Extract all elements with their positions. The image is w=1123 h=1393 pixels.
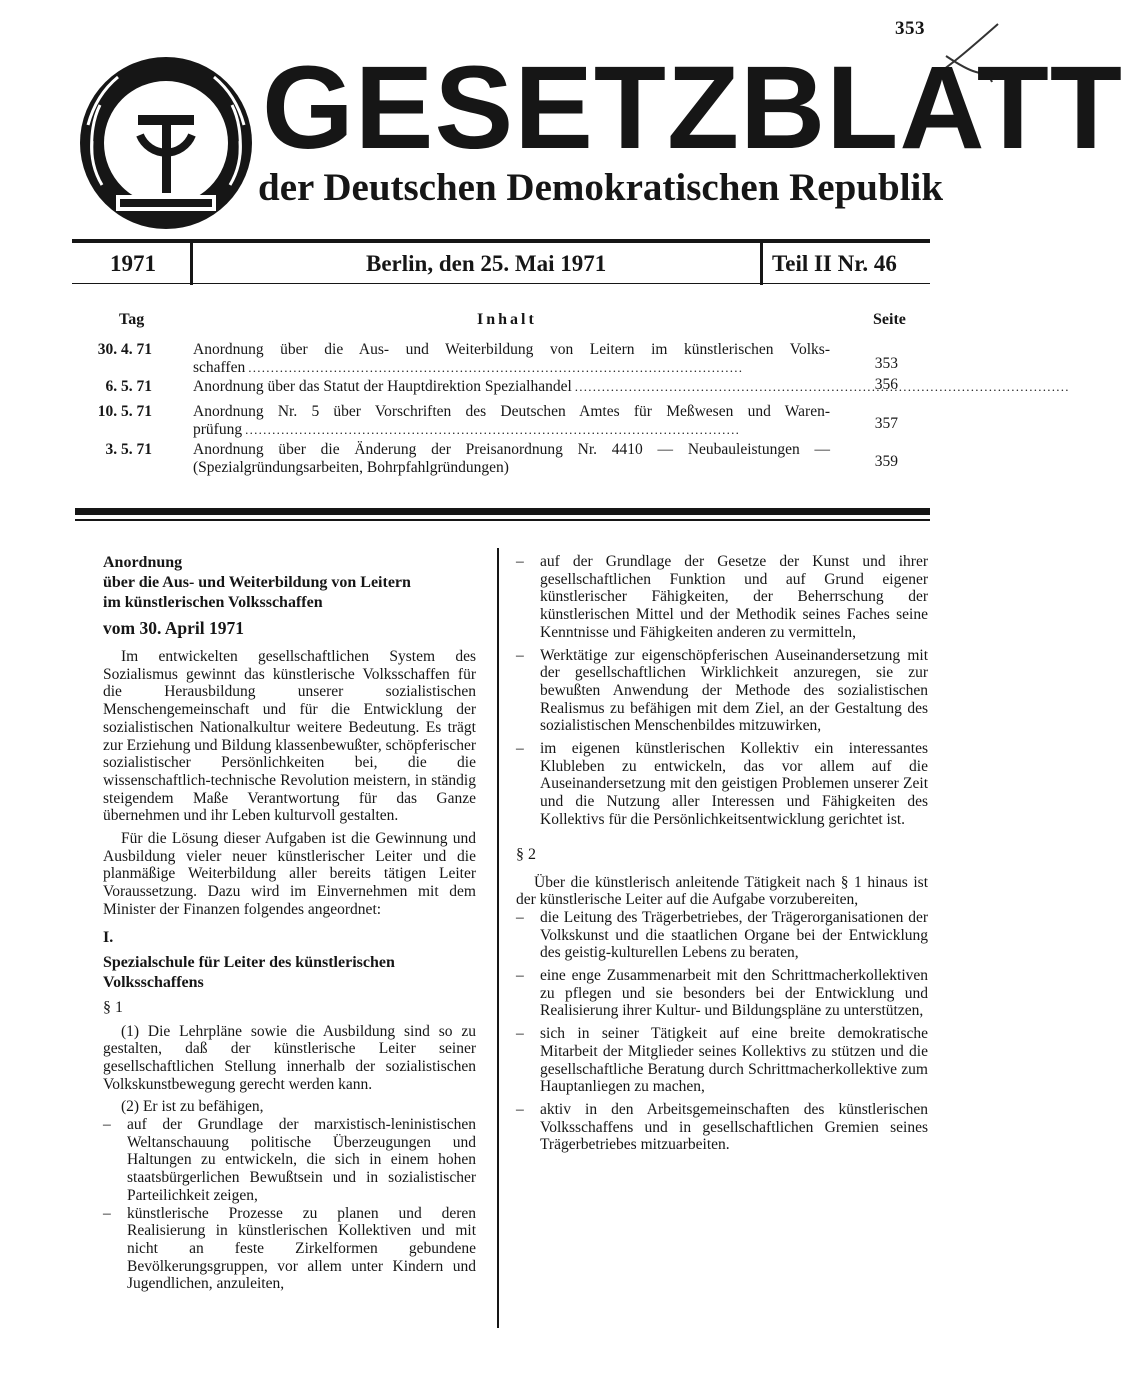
gazette-title: GESETZBLATT xyxy=(262,42,1123,174)
issue-year: 1971 xyxy=(110,251,156,276)
section-sign: § 1 xyxy=(103,998,123,1016)
toc-entry-page: 359 xyxy=(874,453,898,470)
section-paragraph: (1) Die Lehrpläne sowie die Ausbildung sind so zu gestalten, daß der künstlerische Leiter seiner gesellschaftlichen Stellung innerhalb der sozialistischen Volkskunstbewegung gerecht werden kann. xyxy=(103,1022,476,1093)
list-item: – künstlerische Prozesse zu planen und deren Realisierung in künstlerischen Kollektiven und mit nicht an feste Zirkelformen gebundene Bevölkerungsgruppen, vor allem unter Kindern und Jugendlichen, anzuleiten, xyxy=(103,1205,476,1294)
dot-leader xyxy=(245,421,830,439)
toc-entry xyxy=(80,341,910,377)
list-item: – die Leitung des Trägerbetriebes, der Trägerorganisationen der Volkskunst und die staatlichen Organe bei der Entwicklung des geistig-kulturellen Lebens zu beraten, xyxy=(516,909,928,962)
section-rule-light xyxy=(75,519,930,521)
issue-divider-left xyxy=(190,239,193,285)
dot-leader xyxy=(248,359,830,377)
part-title: Volksschaffens xyxy=(103,973,204,991)
toc-entry-date: 30. 4. 71 xyxy=(97,341,152,358)
issue-place-date: Berlin, den 25. Mai 1971 xyxy=(366,251,607,276)
list-item: – auf der Grundlage der marxistisch-leninistischen Weltanschauung politische Überzeugungen und Haltungen zu entwickeln, die sich in einem hohen staatsbürgerlichen Bewußtsein und in sozialistischer Parteilichkeit zeigen, xyxy=(103,1116,476,1205)
issue-number: Teil II Nr. 46 xyxy=(772,251,897,276)
issue-divider-right xyxy=(760,239,763,285)
issue-rule-bottom xyxy=(72,283,930,284)
article-heading-line: im künstlerischen Volksschaffen xyxy=(103,594,323,611)
list-item: – im eigenen künstlerischen Kollektiv ein interessantes Klubleben zu entwickeln, das vor allem auf die Auseinandersetzung mit den geistigen Problemen unserer Zeit und die Nutzung aller Interessen und Fähigkeiten des Kollektivs für die Persönlichkeitsentwicklung gerichtet ist. xyxy=(516,740,928,829)
state-emblem xyxy=(78,55,254,231)
article-left-column xyxy=(103,553,476,1293)
toc-entry-date: 6. 5. 71 xyxy=(105,378,152,395)
part-numeral: I. xyxy=(103,928,114,946)
list-item: – sich in seiner Tätigkeit auf eine breite demokratische Mitarbeit der Mitglieder seines Kollektivs zu stützen und die gesellschaftliche Beratung durch Schrittmacherkollektive zum Hauptanliegen zu machen, xyxy=(516,1025,928,1096)
article-heading-line: über die Aus- und Weiterbildung von Leitern xyxy=(103,574,411,591)
toc-entry-page: 353 xyxy=(874,355,898,372)
toc-entry xyxy=(80,441,910,477)
column-divider xyxy=(497,548,499,1328)
list-item: – auf der Grundlage der Gesetze der Kunst und ihrer gesellschaftlichen Funktion und auf Grund eigener künstlerischer Fähigkeiten, der Beherrschung der künstlerischen Mittel und der Methodik seines Faches seine Kenntnisse und Fähigkeiten anderen zu vermitteln, xyxy=(516,553,928,642)
toc-entry xyxy=(80,378,910,396)
section-sign: § 2 xyxy=(516,845,536,863)
list-item: – aktiv in den Arbeitsgemeinschaften des künstlerischen Volksschaffens und in gesellschaftlichen Gremien seines Trägerbetriebes mitzuarbeiten. xyxy=(516,1101,928,1154)
toc-entry-date: 10. 5. 71 xyxy=(97,403,152,420)
toc-entry-title: Anordnung über die Aus- und Weiterbildung von Leitern im künstlerischen Volks- schaffen . . . xyxy=(193,341,830,377)
article-heading-line: Anordnung xyxy=(103,554,183,571)
list-item: – Werktätige zur eigenschöpferischen Auseinandersetzung mit der gesellschaftlichen Wirklichkeit anzuregen, sie zur bewußten Anwendung der Methode des sozialistischen Realismus zu befähigen mit dem Ziel, an der Gestaltung des sozialistischen Menschenbildes mitzuwirken, xyxy=(516,647,928,736)
toc-col-contents: Inhalt xyxy=(477,311,537,328)
section-rule-heavy xyxy=(75,508,930,515)
preamble-paragraph: Für die Lösung dieser Aufgaben ist die Gewinnung und Ausbildung vieler neuer künstlerischer Leiter und die planmäßige Weiterbildung aller bereits tätigen Leiter Voraussetzung. Dazu wird im Einvernehmen mit dem Minister der Finanzen folgendes angeordnet: xyxy=(103,830,476,918)
toc-col-day: Tag xyxy=(119,311,145,328)
section-paragraph: (2) Er ist zu befähigen, xyxy=(121,1098,264,1116)
dot-leader xyxy=(575,378,1068,396)
toc-entry-page: 356 xyxy=(874,376,898,393)
toc-entry-title: Anordnung Nr. 5 über Vorschriften des Deutschen Amtes für Meßwesen und Waren- prüfung . . . xyxy=(193,403,830,439)
page-number: 353 xyxy=(895,18,925,39)
toc-col-page: Seite xyxy=(873,311,906,328)
toc-entry-page: 357 xyxy=(874,415,898,432)
list-item: – eine enge Zusammenarbeit mit den Schrittmacherkollektiven zu pflegen und sie besonders bei der Entwicklung und Realisierung ihrer Kultur- und Bildungspläne zu unterstützen, xyxy=(516,967,928,1020)
toc-entry-date: 3. 5. 71 xyxy=(105,441,152,458)
issue-rule-top xyxy=(72,239,930,243)
article-right-column xyxy=(516,553,928,1154)
toc-entry xyxy=(80,403,910,439)
section-paragraph: Über die künstlerisch anleitende Tätigkeit nach § 1 hinaus ist der künstlerische Leiter auf die Aufgabe vorzubereiten, xyxy=(516,873,928,909)
article-date: vom 30. April 1971 xyxy=(103,618,244,638)
gazette-subtitle: der Deutschen Demokratischen Republik xyxy=(258,166,944,209)
toc-entry-title: Anordnung über die Änderung der Preisanordnung Nr. 4410 — Neubauleistungen — (Spezialgründungsarbeiten, Bohrpfahlgründungen) xyxy=(193,441,830,476)
toc-entry-title: Anordnung über das Statut der Hauptdirektion Spezialhandel . . . xyxy=(193,378,830,396)
part-title: Spezialschule für Leiter des künstlerischen xyxy=(103,953,395,971)
preamble-paragraph: Im entwickelten gesellschaftlichen System des Sozialismus gewinnt das künstlerische Volksschaffen für die Herausbildung unserer sozialistischen Menschengemeinschaft und für die Entwicklung der sozialistischen Nationalkultur weitere Bedeutung. Es trägt zur Erziehung und Bildung klassenbewußter, schöpferischer sozialistischer Persönlichkeiten bei, die die wissenschaftlich-technische Revolution meistern, in ständig steigendem Maße Verantwortung für das Ganze übernehmen und ihr Leben kulturvoll gestalten. xyxy=(103,648,476,825)
